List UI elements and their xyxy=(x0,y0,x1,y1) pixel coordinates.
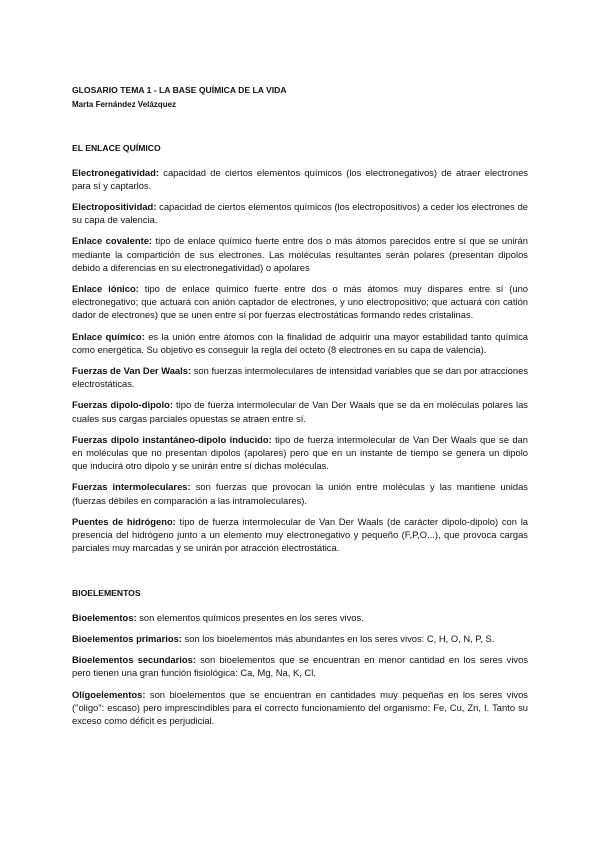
glossary-term: Enlace químico: xyxy=(72,330,145,342)
glossary-entry-bioelementos-secundarios xyxy=(72,653,528,679)
glossary-definition: tipo de enlace químico fuerte entre dos o más átomos muy dispares entre sí (uno electronegativo; que actuará con anión captador de electrones, y uno electropositivo; que actuará con catión dador de electrones) que se unen entre sí por fuerzas electrostáticas formando redes cristalinas. xyxy=(72,283,529,321)
document-author: Marta Fernández Velázquez xyxy=(72,100,177,110)
glossary-entry-bioelementos-primarios xyxy=(72,632,528,645)
section-heading-enlace-quimico: EL ENLACE QUÍMICO xyxy=(72,143,161,154)
glossary-term: Puentes de hidrógeno: xyxy=(72,515,176,527)
document-page xyxy=(72,84,528,727)
glossary-term: Fuerzas dipolo-dipolo: xyxy=(72,399,173,411)
glossary-definition: son fuerzas que provocan la unión entre moléculas y las mantiene unidas (fuerzas débiles en comparación a las intramoleculares). xyxy=(72,481,528,506)
glossary-definition: tipo de fuerza intermolecular de Van Der Waals que se da en moléculas polares las cuales sus cargas parciales opuestas se atraen entre sí. xyxy=(72,399,528,424)
document-title: GLOSARIO TEMA 1 - LA BASE QUÍMICA DE LA VIDA xyxy=(72,85,287,95)
glossary-entry-oligoelementos xyxy=(72,688,528,728)
glossary-definition: son bioelementos que se encuentran en cantidades muy pequeñas en los seres vivos ("oligo": escaso) pero imprescindibles para el correcto funcionamiento del organismo: Fe, Cu, Zn, I. Tanto su exceso como déficit es perjudicial. xyxy=(72,688,528,726)
section-heading-bioelementos: BIOELEMENTOS xyxy=(72,588,141,599)
glossary-definition: tipo de enlace químico fuerte entre dos o más átomos parecidos entre sí que se unirán mediante la compartición de sus electrones. Las moléculas resultantes serán polares (presentan dipolos debido a diferencias en su electronegatividad) o apolares xyxy=(72,235,528,273)
glossary-definition: es la unión entre átomos con la finalidad de adquirir una mayor estabilidad tanto química como energética. Su objetivo es conseguir la regla del octeto (8 electrones en su capa de valencia). xyxy=(72,330,528,355)
glossary-entry-enlace-covalente xyxy=(72,234,528,274)
glossary-entry-enlace-ionico xyxy=(72,282,528,322)
glossary-term: Enlace covalente: xyxy=(72,235,153,247)
glossary-term: Bioelementos secundarios: xyxy=(72,654,196,666)
glossary-term: Fuerzas de Van Der Waals: xyxy=(72,365,192,377)
glossary-entry-dipolo-instantaneo xyxy=(72,433,528,473)
glossary-term: Fuerzas dipolo instantáneo-dipolo inducido: xyxy=(72,433,272,445)
glossary-entry-fuerzas-intermoleculares xyxy=(72,480,528,506)
glossary-entry-puentes-hidrogeno xyxy=(72,515,528,555)
glossary-definition: tipo de fuerza intermolecular de Van Der Waals que se dan en moléculas que no presentan dipolos (apolares) pero que en un instante de tiempo se genera un dipolo que inducirá otro dipolo y se unirán entre sí dichas moléculas. xyxy=(72,433,528,472)
glossary-definition: son elementos químicos presentes en los seres vivos. xyxy=(136,611,364,623)
glossary-term: Oligoelementos: xyxy=(72,688,146,700)
glossary-definition: tipo de fuerza intermolecular de Van Der Waals (de carácter dipolo-dipolo) con la presencia del hidrógeno junto a un elemento muy electronegativo y pequeño (F,P,O...), que provoca cargas parciales muy marcadas y se unirán por atracción electrostática. xyxy=(72,515,528,554)
glossary-entry-enlace-quimico xyxy=(72,330,528,356)
glossary-definition: son bioelementos que se encuentran en menor cantidad en los seres vivos pero tienen una gran función fisiológica: Ca, Mg, Na, K, Cl. xyxy=(72,654,529,679)
glossary-term: Bioelementos primarios: xyxy=(72,632,182,644)
glossary-term: Bioelementos: xyxy=(72,611,137,623)
glossary-entry-van-der-waals xyxy=(72,364,528,390)
glossary-term: Electronegatividad: xyxy=(72,166,159,178)
glossary-entry-electropositividad xyxy=(72,200,528,226)
glossary-term: Fuerzas intermoleculares: xyxy=(72,481,191,493)
glossary-term: Electropositividad: xyxy=(72,201,157,213)
glossary-definition: capacidad de ciertos elementos químicos (los electronegativos) de atraer electrones para sí y captarlos. xyxy=(72,166,528,191)
glossary-definition: capacidad de ciertos elementos químicos (los electropositivos) a ceder los electrones de su capa de valencia. xyxy=(72,201,528,226)
glossary-entry-electronegatividad xyxy=(72,166,528,192)
glossary-definition: son fuerzas intermoleculares de intensidad variables que se dan por atracciones electrostáticas. xyxy=(72,365,529,390)
glossary-definition: son los bioelementos más abundantes en los seres vivos: C, H, O, N, P, S. xyxy=(181,632,495,644)
glossary-entry-bioelementos xyxy=(72,611,528,624)
glossary-term: Enlace iónico: xyxy=(72,283,139,295)
glossary-entry-dipolo-dipolo xyxy=(72,398,528,424)
